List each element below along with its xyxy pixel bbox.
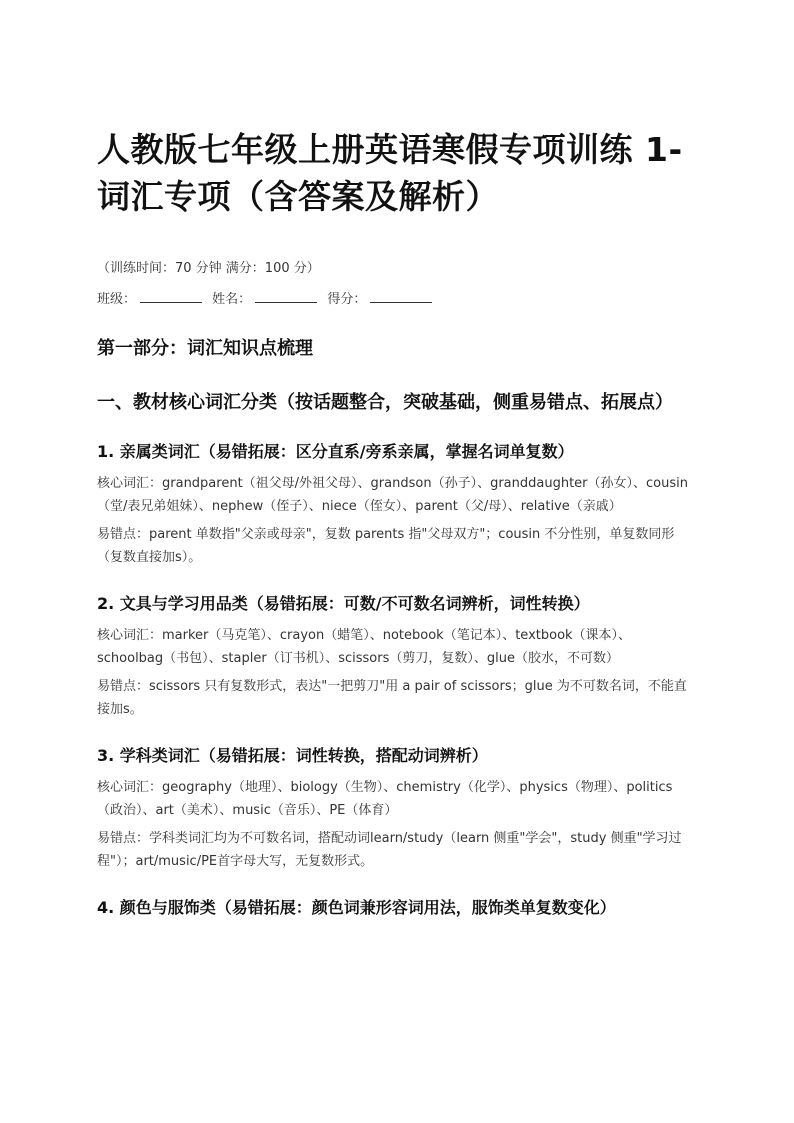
core-vocabulary: 核心词汇：marker（马克笔）、crayon（蜡笔）、notebook（笔记本）、textbook（课本）、schoolbag（书包）、stapler（订书机）、scissors（剪刀，复数）、glue（胶水，不可数） [97, 628, 632, 666]
score-label: 得分： [327, 292, 367, 307]
document-page [97, 126, 697, 919]
document-title: 人教版七年级上册英语寒假专项训练 1-词汇专项（含答案及解析） [97, 130, 683, 216]
common-mistakes: 易错点：scissors 只有复数形式，表达"一把剪刀"用 a pair of scissors；glue 为不可数名词，不能直接加s。 [97, 679, 687, 717]
subsection-heading: 4. 颜色与服饰类（易错拓展：颜色词兼形容词用法，服饰类单复数变化） [97, 898, 616, 917]
core-vocabulary: 核心词汇：geography（地理）、biology（生物）、chemistry（化学）、physics（物理）、politics（政治）、art（美术）、music（音乐）、PE（体育） [97, 780, 673, 818]
class-label: 班级： [97, 292, 137, 307]
common-mistakes: 易错点：parent 单数指"父亲或母亲"，复数 parents 指"父母双方"；cousin 不分性别，单复数同形（复数直接加s）。 [97, 527, 675, 565]
section-heading: 一、教材核心词汇分类（按话题整合，突破基础，侧重易错点、拓展点） [97, 392, 673, 413]
part-heading: 第一部分：词汇知识点梳理 [97, 338, 313, 359]
name-label: 姓名： [212, 292, 252, 307]
subsection-heading: 3. 学科类词汇（易错拓展：词性转换，搭配动词辨析） [97, 746, 488, 765]
common-mistakes: 易错点：学科类词汇均为不可数名词，搭配动词learn/study（learn 侧重"学会"，study 侧重"学习过程"）；art/music/PE首字母大写，无复数形式。 [97, 831, 682, 869]
class-blank [140, 290, 202, 303]
subsection-heading: 2. 文具与学习用品类（易错拓展：可数/不可数名词辨析，词性转换） [97, 594, 590, 613]
subsection-heading: 1. 亲属类词汇（易错拓展：区分直系/旁系亲属，掌握名词单复数） [97, 442, 574, 461]
student-info-line [97, 290, 697, 309]
name-blank [255, 290, 317, 303]
training-meta: （训练时间：70 分钟 满分：100 分） [97, 261, 320, 276]
score-blank [370, 290, 432, 303]
core-vocabulary: 核心词汇：grandparent（祖父母/外祖父母）、grandson（孙子）、granddaughter（孙女）、cousin（堂/表兄弟姐妹）、nephew（侄子）、niece（侄女）、parent（父/母）、relative（亲戚） [97, 476, 688, 514]
